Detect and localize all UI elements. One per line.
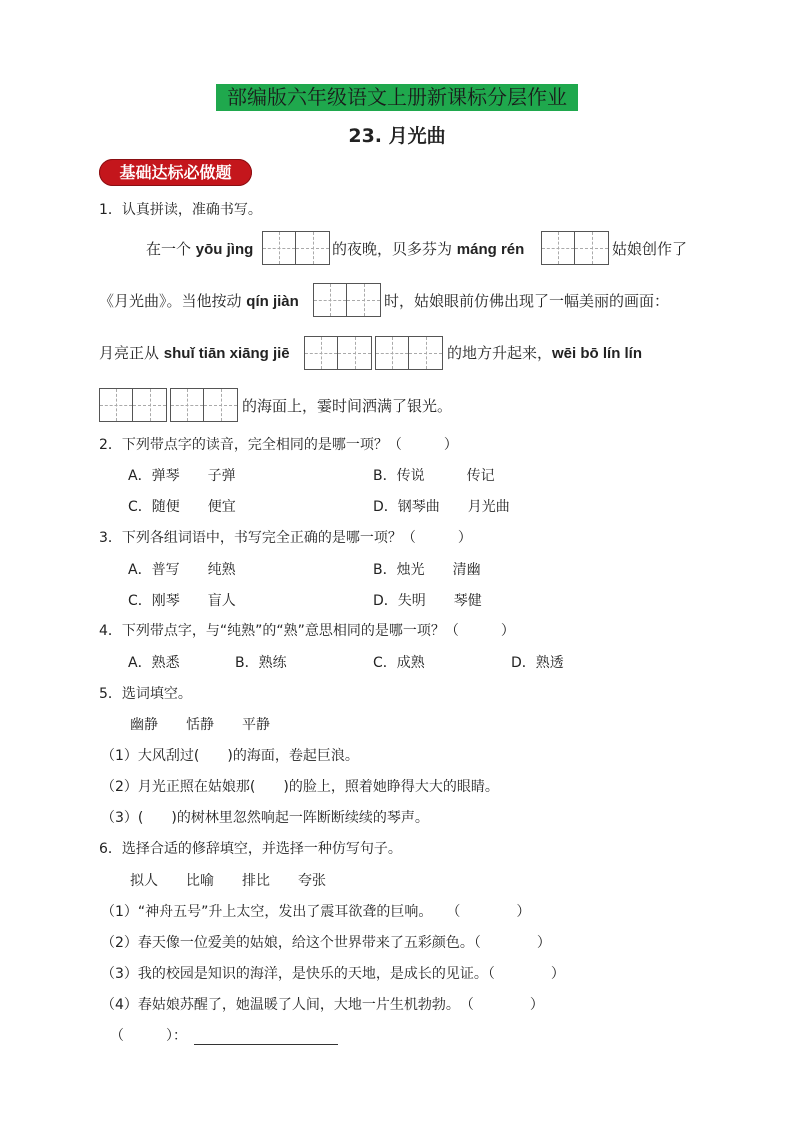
q6-word-bank: 拟人 比喻 排比 夸张 (130, 873, 326, 889)
q6-answer-line[interactable] (194, 1044, 338, 1045)
q5-title: 5．选词填空。 (99, 686, 192, 702)
q1-text: 月亮正从 (99, 344, 164, 362)
pinyin-shuitianxiangjie: shuǐ tiān xiāng jiē (163, 345, 290, 362)
q6-title: 6．选择合适的修辞填空，并选择一种仿写句子。 (99, 841, 402, 857)
q1-line2 (99, 291, 299, 312)
q6-sentence-2[interactable]: （2）春天像一位爱美的姑娘，给这个世界带来了五彩颜色。（ ） (101, 935, 551, 951)
q3-option-c[interactable]: C．刚琴 盲人 (128, 593, 236, 609)
q6-answer-label: （ ）： (110, 1028, 187, 1044)
writing-box-weibolinlin[interactable] (99, 388, 238, 422)
q4-title: 4．下列带点字，与“纯熟”的“熟”意思相同的是哪一项？（ ） (99, 623, 515, 639)
q6-sentence-1[interactable]: （1）“神舟五号”升上太空，发出了震耳欲聋的巨响。 （ ） (101, 904, 531, 920)
q1-text: 时，姑娘眼前仿佛出现了一幅美丽的画面： (384, 292, 670, 310)
lesson-title: 23. 月光曲 (348, 125, 446, 147)
q3-option-a[interactable]: A．普写 纯熟 (128, 562, 236, 578)
q1-text: 姑娘创作了 (612, 240, 688, 258)
q3-option-b[interactable]: B．烛光 清幽 (373, 562, 481, 578)
q5-word-bank: 幽静 恬静 平静 (130, 717, 270, 733)
q2-option-c[interactable]: C．随便 便宜 (128, 499, 236, 515)
writing-box-mangren[interactable] (541, 231, 609, 265)
q1-text: 的夜晚，贝多芬为 (332, 240, 457, 258)
q1-title: 1．认真拼读，准确书写。 (99, 202, 262, 218)
q1-text: 《月光曲》。当他按动 (99, 292, 247, 310)
q1-line3 (99, 343, 290, 364)
writing-box-youjing[interactable] (262, 231, 330, 265)
q5-sentence-2[interactable]: （2）月光正照在姑娘那( )的脸上，照着她睁得大大的眼睛。 (101, 779, 499, 795)
q4-option-d[interactable]: D．熟透 (511, 655, 564, 671)
q1-text: 的海面上，霎时间洒满了银光。 (242, 397, 453, 415)
q5-sentence-3[interactable]: （3）( )的树林里忽然响起一阵断断续续的琴声。 (101, 810, 429, 826)
series-banner: 部编版六年级语文上册新课标分层作业 (216, 84, 578, 111)
writing-box-shuitianxiangjie[interactable] (304, 336, 443, 370)
q2-option-a[interactable]: A．弹琴 子弹 (128, 468, 236, 484)
q6-sentence-3[interactable]: （3）我的校园是知识的海洋，是快乐的天地，是成长的见证。（ ） (101, 966, 565, 982)
pinyin-weibolinlin: wēi bō lín lín (552, 345, 643, 362)
q4-option-a[interactable]: A．熟悉 (128, 655, 180, 671)
q2-title: 2．下列带点字的读音，完全相同的是哪一项？（ ） (99, 437, 458, 453)
pinyin-youjing: yōu jìng (195, 241, 254, 258)
q1-line1 (146, 239, 253, 260)
pinyin-mangren: máng rén (456, 241, 525, 258)
q1-line1b (332, 239, 524, 260)
writing-box-qinjian[interactable] (313, 283, 381, 317)
q4-option-b[interactable]: B．熟练 (235, 655, 287, 671)
q2-option-b[interactable]: B．传说 传记 (373, 468, 495, 484)
section-badge: 基础达标必做题 (99, 159, 252, 186)
q5-sentence-1[interactable]: （1）大风刮过( )的海面，卷起巨浪。 (101, 748, 359, 764)
q4-option-c[interactable]: C．成熟 (373, 655, 425, 671)
q3-option-d[interactable]: D．失明 琴健 (373, 593, 482, 609)
q2-option-d[interactable]: D．钢琴曲 月光曲 (373, 499, 510, 515)
q1-text: 的地方升起来， (447, 344, 553, 362)
q6-sentence-4[interactable]: （4）春姑娘苏醒了，她温暖了人间，大地一片生机勃勃。 （ ） (101, 997, 544, 1013)
q1-text: 在一个 (146, 240, 196, 258)
q3-title: 3．下列各组词语中，书写完全正确的是哪一项？（ ） (99, 530, 472, 546)
pinyin-qinjian: qín jiàn (246, 293, 299, 310)
q1-line3b (447, 343, 642, 364)
